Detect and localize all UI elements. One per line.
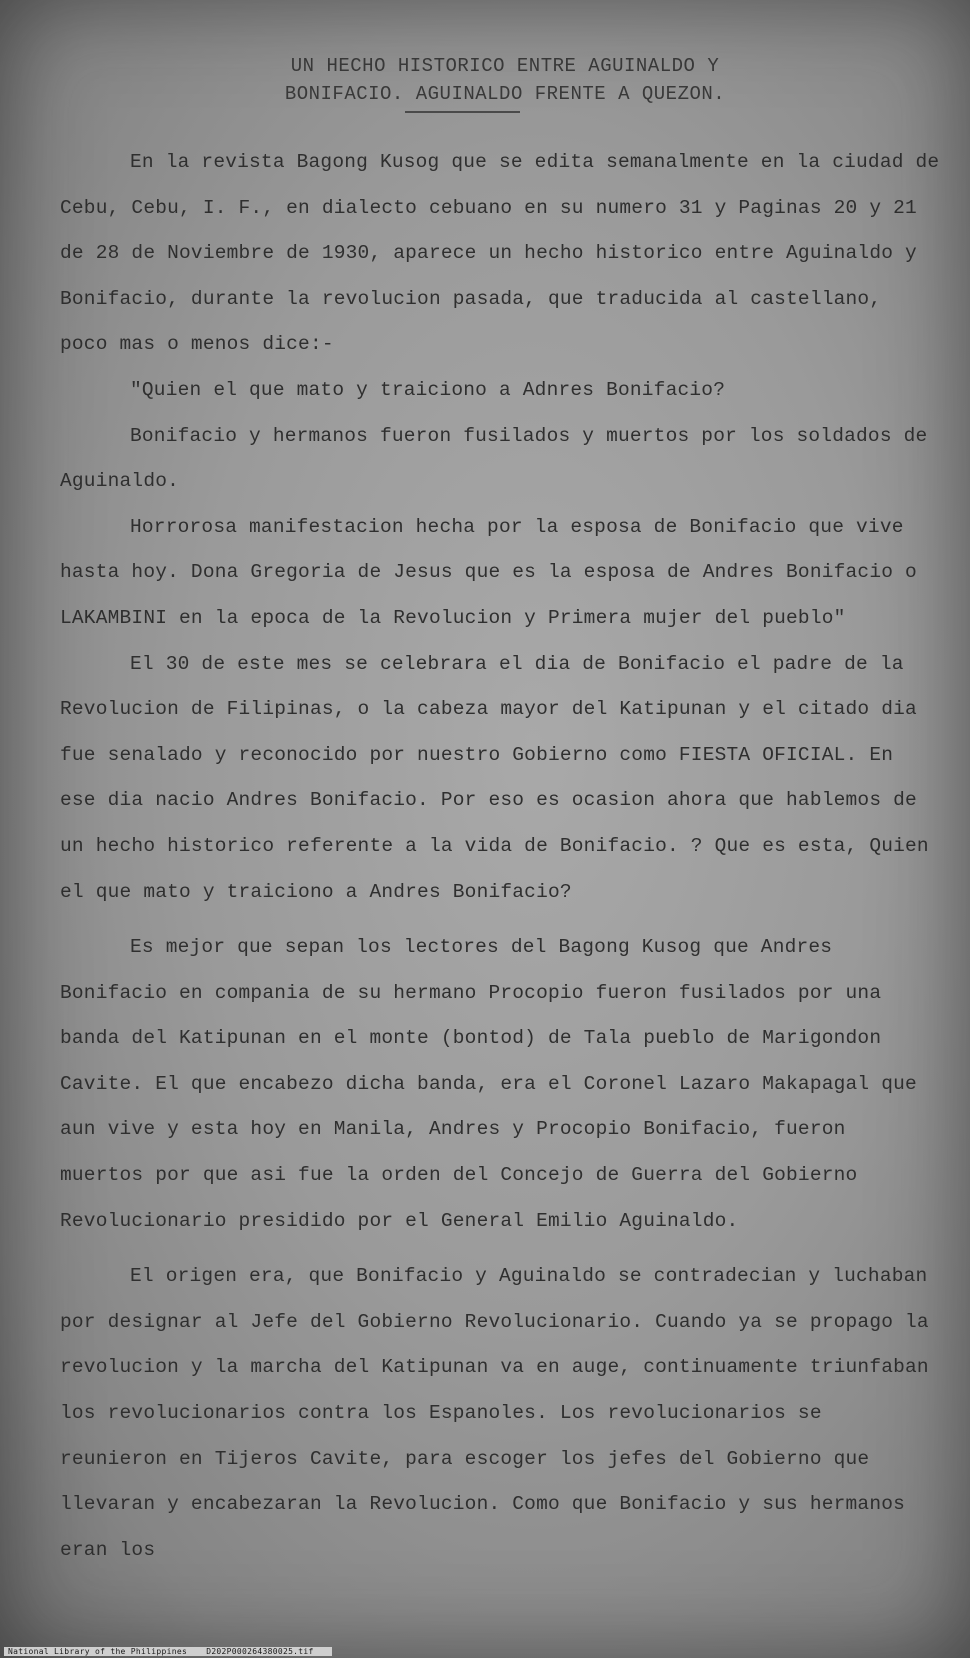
paragraph-6: Es mejor que sepan los lectores del Bagong Kusog que Andres Bonifacio en compania de su hermano Procopio fueron fusilados por una banda del Katipunan en el monte (bontod) de Tala pueblo de Marigondon Cavite. El que encabezo dicha banda, era el Coronel Lazaro Makapagal que aun vive y esta hoy en Manila, Andres y Procopio Bonifacio, fueron muertos por que asi fue la orden del Concejo de Guerra del Gobierno Revolucionario presidido por el General Emilio Aguinaldo. bbox=[60, 936, 917, 1232]
title-line-2: BONIFACIO. AGUINALDO FRENTE A QUEZON. bbox=[284, 83, 726, 105]
scan-footer bbox=[4, 1647, 332, 1656]
footer-source: National Library of the Philippines bbox=[8, 1647, 188, 1656]
paragraph-1: En la revista Bagong Kusog que se edita semanalmente en la ciudad de Cebu, Cebu, I. F., en dialecto cebuano en su numero 31 y Paginas 20 y 21 de 28 de Noviembre de 1930, aparece un hecho historico entre Aguinaldo y Bonifacio, durante la revolucion pasada, que traducida al castellano, poco mas o menos dice:- bbox=[60, 151, 940, 356]
document-body bbox=[60, 140, 940, 1573]
footer-file-id: D202P000264380025.tif bbox=[206, 1647, 314, 1656]
paragraph-5: El 30 de este mes se celebrara el dia de Bonifacio el padre de la Revolucion de Filipinas, o la cabeza mayor del Katipunan y el citado dia fue senalado y reconocido por nuestro Gobierno como FIESTA OFICIAL. En ese dia nacio Andres Bonifacio. Por eso es ocasion ahora que hablemos de un hecho historico referente a la vida de Bonifacio. ? Que es esta, Quien el que mato y traiciono a Andres Bonifacio? bbox=[60, 652, 929, 903]
paragraph-2: "Quien el que mato y traiciono a Adnres Bonifacio? bbox=[130, 378, 726, 401]
title-line-1: UN HECHO HISTORICO ENTRE AGUINALDO Y bbox=[290, 55, 720, 77]
title-underline bbox=[405, 111, 520, 113]
paragraph-7: El origen era, que Bonifacio y Aguinaldo se contradecian y luchaban por designar al Jefe del Gobierno Revolucionario. Cuando ya se propago la revolucion y la marcha del Katipunan va en auge, continuamente triunfaban los revolucionarios contra los Espanoles. Los revolucionarios se reunieron en Tijeros Cavite, para escoger los jefes del Gobierno que llevaran y encabezaran la Revolucion. Como que Bonifacio y sus hermanos eran los bbox=[60, 1265, 929, 1561]
paragraph-4: Horrorosa manifestacion hecha por la esposa de Bonifacio que vive hasta hoy. Dona Gregoria de Jesus que es la esposa de Andres Bonifacio o LAKAMBINI en la epoca de la Revolucion y Primera mujer del pueblo" bbox=[60, 515, 917, 629]
document-title bbox=[0, 52, 970, 108]
paragraph-3: Bonifacio y hermanos fueron fusilados y muertos por los soldados de Aguinaldo. bbox=[60, 424, 928, 493]
